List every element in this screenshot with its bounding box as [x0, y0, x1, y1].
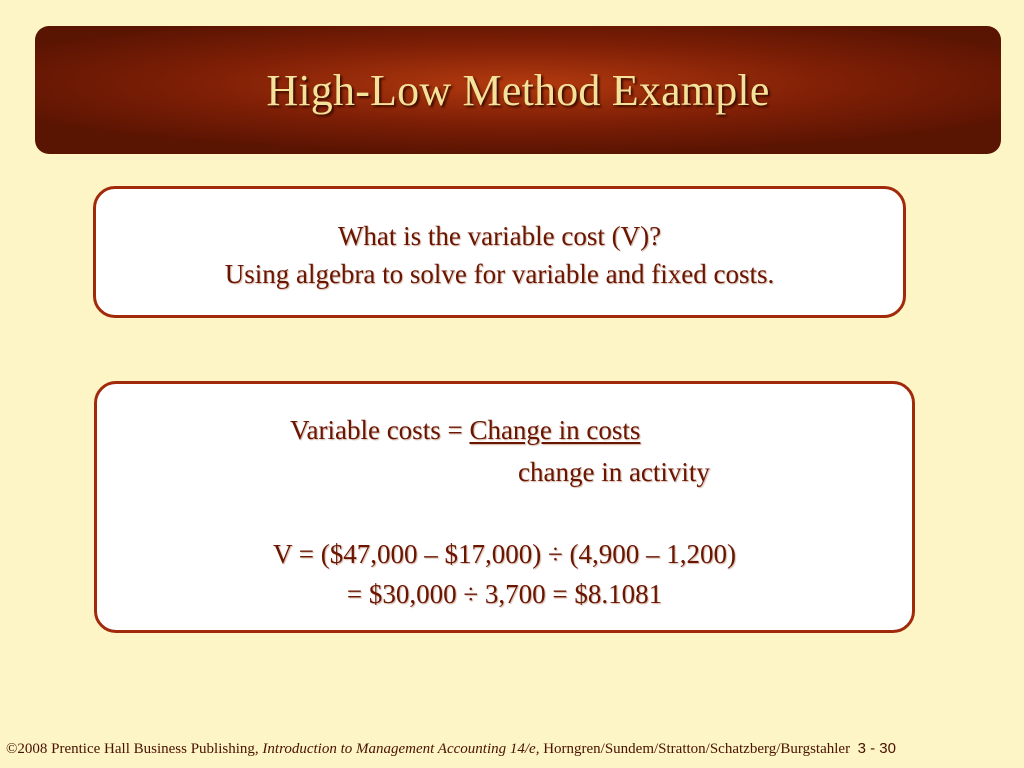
question-line: What is the variable cost (V)?: [337, 221, 662, 251]
footer-authors: Horngren/Sundem/Stratton/Schatzberg/Burgstahler: [539, 741, 851, 757]
question-box: [93, 186, 906, 318]
formula-numerator: Change in costs: [469, 415, 641, 445]
slide-footer: [6, 740, 896, 758]
formula-denominator: change in activity: [518, 457, 710, 487]
result-line: = $30,000 ÷ 3,700 = $8.1081: [346, 579, 663, 609]
title-banner: [35, 26, 1001, 154]
calculation-line: V = ($47,000 – $17,000) ÷ (4,900 – 1,200): [272, 539, 737, 569]
formula-box: [94, 381, 915, 633]
slide-number: 3 - 30: [857, 740, 896, 757]
footer-copyright: ©2008 Prentice Hall Business Publishing,: [6, 741, 263, 757]
variable-cost-formula: [290, 410, 640, 450]
formula-label: Variable costs =: [290, 415, 470, 445]
instruction-line: Using algebra to solve for variable and fixed costs.: [224, 259, 775, 289]
slide-title: High-Low Method Example: [266, 65, 770, 115]
footer-book-title: Introduction to Management Accounting 14/e,: [262, 741, 540, 757]
